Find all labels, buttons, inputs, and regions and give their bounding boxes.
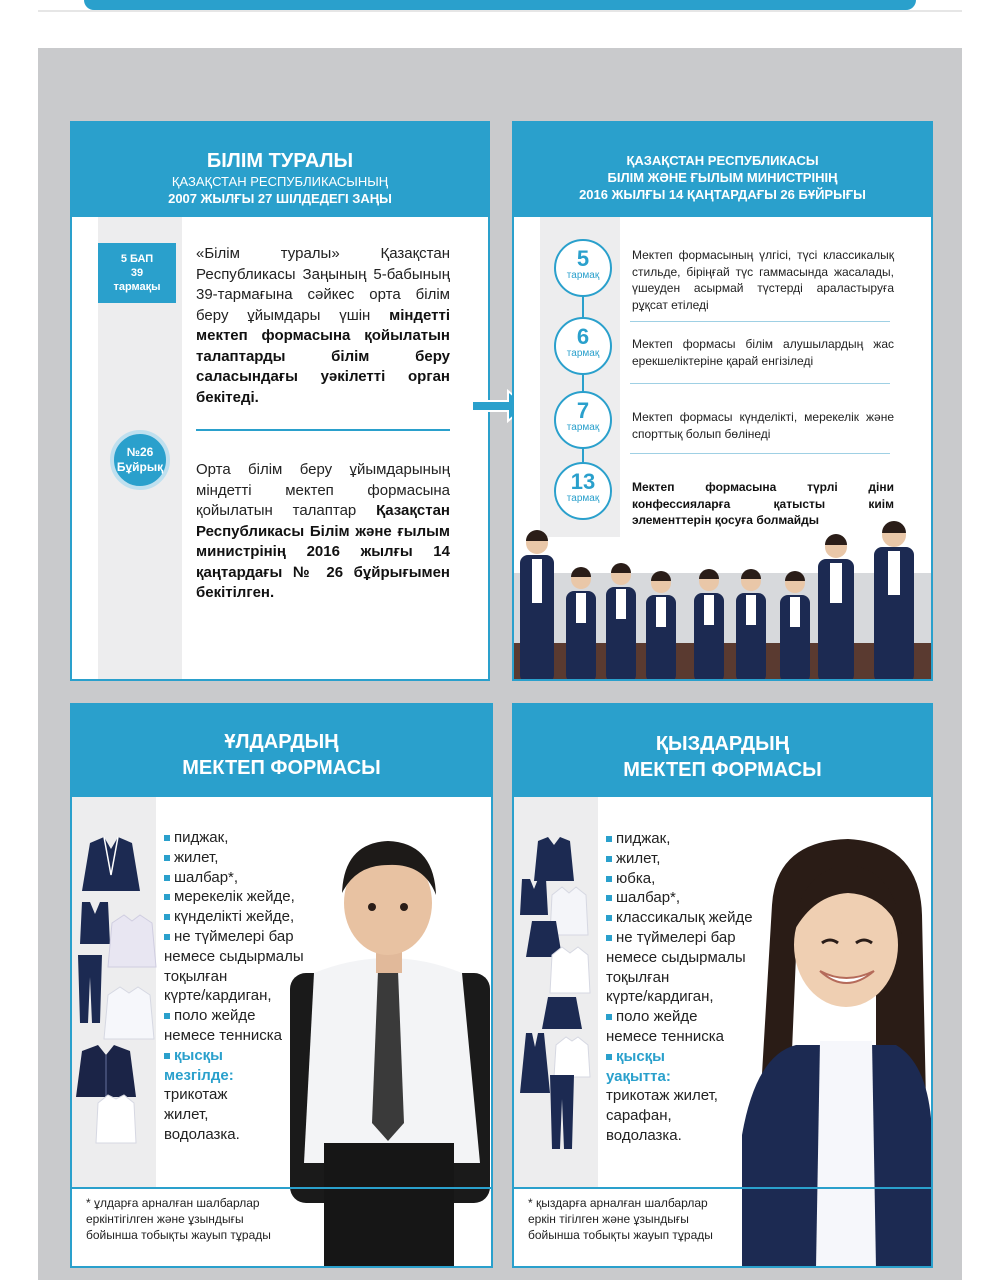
clause-5-text: Мектеп формасының үлгісі, түсі классикалық стильде, біріңғай түс гаммасында жасалады, үшеуден асырмай түстерді араластыруға рұқсат етіледі [632,248,894,312]
boys-item-continued: тоқылған [164,967,228,985]
boys-item-text: поло жейде [174,1007,256,1025]
girls-item [606,869,753,889]
blouse-white-icon [548,945,592,995]
order-badge-line-1: №26 [126,445,154,459]
bullet-icon [606,1014,612,1020]
law-paragraph-1 [196,244,450,408]
girls-season-label-2: уақытта: [606,1067,671,1085]
vest-icon [518,877,550,917]
order-badge [110,430,170,490]
boys-season-label-1: қысқы [174,1046,223,1064]
panel-girls [512,703,933,1268]
boys-season-label [164,1046,304,1066]
boys-season-item: трикотаж [164,1086,228,1104]
panel-order-title-2: БІЛІМ ЖӘНЕ ҒЫЛЫМ МИНИСТРІНІҢ [607,170,838,185]
law-paragraph-2-bold: Қазақстан Республикасы Білім және ғылым министрінің 2016 жылғы 14 қаңтардағы № 26 бұйрығымен бекітілген. [196,502,450,601]
girls-item [606,849,753,869]
boys-season-label-2: мезгілде: [164,1066,234,1084]
girls-item [606,888,753,908]
girls-item-text: пиджак, [616,830,671,847]
boys-footnote-divider [72,1187,493,1189]
trousers-icon [548,1073,576,1151]
panel-law-header [72,123,488,217]
girls-item [606,829,753,849]
girls-footnote-line: еркін тігілген және ұзындығы [528,1212,689,1226]
article-tag [98,243,176,303]
article-tag-line-3: тармақы [113,281,161,293]
girls-footnote [528,1195,713,1243]
clause-13-badge [554,462,612,520]
bullet-icon [606,935,612,941]
girls-item-text: юбка, [616,869,656,887]
clause-7-text: Мектеп формасы күнделікті, мерекелік және спорттық болып бөлінеді [632,410,894,441]
article-tag-line-2: 39 [130,267,144,279]
boys-item-text: шалбар*, [174,868,239,886]
clause-5-number: 5 [576,246,590,271]
students-photo [514,513,933,681]
bullet-icon [164,855,170,861]
boys-item-text: күнделікті жейде, [174,908,295,926]
girls-season-label-1: қысқы [616,1047,665,1065]
boys-season-item: жилет, [164,1106,209,1124]
girls-footnote-divider [514,1187,933,1189]
law-paragraph-2 [196,460,450,604]
boys-item [164,848,304,868]
bullet-icon [164,835,170,841]
clause-13-text: Мектеп формасына түрлі діни конфессияларға қатысты киім элементтерін қосуға болмайды [632,480,894,527]
boys-season-item: водолазка. [164,1125,240,1143]
bullet-icon [606,836,612,842]
boys-item-text: жилет, [174,848,219,866]
girls-season-label [606,1047,753,1067]
girls-item-text: жилет, [616,849,661,867]
law-paragraph-1-text: «Білім туралы» Қазақстан Республикасы Заңының 5-бабының 39-тармағына сәйкес орта білім беру ұйымдары үшін [196,245,450,324]
bullet-icon [606,915,612,921]
clause-separator-3 [630,453,890,454]
boys-footnote-line: бойынша тобықты жауып тұрады [86,1228,271,1242]
girls-item [606,1007,753,1027]
jacket-icon [532,835,576,883]
bullet-icon [164,934,170,940]
top-banner-edge [84,0,916,10]
girls-item-text: не түймелері бар [616,928,736,946]
clause-separator-1 [630,321,890,322]
girls-items-list [606,829,753,1146]
girls-footnote-line: * қыздарға арналған шалбарлар [528,1196,708,1210]
boys-footnote-line: еркінтігілген және ұзындығы [86,1212,244,1226]
panel-girls-title-2: МЕКТЕП ФОРМАСЫ [623,759,822,781]
clause-6-unit: тармақ [566,348,600,359]
boys-item-continued: күрте/кардиган, [164,987,272,1005]
girls-item-text: шалбар*, [616,889,681,907]
boys-item [164,868,304,888]
clause-6-number: 6 [576,324,590,349]
jacket-icon [80,835,142,895]
girls-season-item: трикотаж жилет, [606,1087,718,1105]
panel-law-title: БІЛІМ ТУРАЛЫ [206,150,354,172]
order-badge-line-2: Бұйрық [116,460,164,474]
bullet-icon [606,876,612,882]
boys-item [164,887,304,907]
trousers-icon [76,953,104,1025]
law-paragraph-2-text: Орта білім беру ұйымдарының міндетті мектеп формасына қойылатын талаптар [196,461,450,519]
bullet-icon [164,875,170,881]
panel-law [70,121,490,681]
boys-item-continued: немесе тенниска [164,1026,283,1044]
panel-boys-title-2: МЕКТЕП ФОРМАСЫ [182,757,381,779]
bullet-icon [164,1013,170,1019]
sarafan-icon [518,1031,552,1095]
girls-item-continued: тоқылған [606,968,670,986]
girls-season-item: водолазка. [606,1126,682,1144]
boys-item [164,907,304,927]
girls-item-text: поло жейде [616,1008,698,1026]
clause-7-unit: тармақ [566,422,600,433]
law-paragraph-1-bold: міндетті мектеп формасына қойылатын талаптарды білім беру саласындағы уәкілетті орган бекітеді. [196,306,450,406]
clause-13-unit: тармақ [566,493,600,504]
boys-items-list [164,828,304,1145]
panel-boys-title-1: ҰЛДАРДЫҢ [224,731,339,753]
pleated-skirt-icon [540,995,584,1031]
bullet-icon [606,856,612,862]
shirt-icon [106,913,158,969]
panel-law-divider [196,429,450,431]
panel-law-subtitle-2: 2007 ЖЫЛҒЫ 27 ШІЛДЕДЕГІ ЗАҢЫ [168,191,392,206]
boys-footnote-line: * ұлдарға арналған шалбарлар [86,1196,260,1210]
bullet-icon [606,1054,612,1060]
bullet-icon [164,1053,170,1059]
panel-order-title-1: ҚАЗАҚСТАН РЕСПУБЛИКАСЫ [626,153,819,168]
girls-item-continued: немесе тенниска [606,1027,725,1045]
girl-photo [736,835,933,1268]
girls-item-continued: немесе сыдырмалы [606,948,746,966]
clause-6-badge [554,317,612,375]
girls-item-continued: күрте/кардиган, [606,988,714,1006]
bullet-icon [164,894,170,900]
boys-item [164,927,304,947]
bullet-icon [164,914,170,920]
boys-item-text: мерекелік жейде, [174,888,295,906]
girls-footnote-line: бойынша тобықты жауып тұрады [528,1228,713,1242]
bullet-icon [606,895,612,901]
boys-item-continued: немесе сыдырмалы [164,947,304,965]
panel-girls-header [514,705,931,797]
clause-5-unit: тармақ [566,270,600,281]
boys-item [164,1006,304,1026]
boys-item-text: пиджак, [174,829,229,846]
boys-item-text: не түймелері бар [174,927,294,945]
boy-photo [284,823,492,1268]
panel-law-subtitle-1: ҚАЗАҚСТАН РЕСПУБЛИКАСЫНЫҢ [171,174,389,189]
boys-item [164,828,304,848]
boys-footnote [86,1195,271,1243]
clause-5-badge [554,239,612,297]
clause-7-number: 7 [576,398,590,423]
infographic-sheet [38,48,962,1280]
girls-season-item: сарафан, [606,1107,672,1125]
cardigan-icon [74,1043,138,1099]
top-divider [38,10,962,12]
article-tag-line-1: 5 БАП [120,253,154,265]
girls-item [606,928,753,948]
girls-item [606,908,753,928]
panel-order [512,121,933,681]
clause-separator-2 [630,383,890,384]
clause-13-number: 13 [570,469,596,494]
panel-girls-title-1: ҚЫЗДАРДЫҢ [655,733,790,755]
panel-order-title-3: 2016 ЖЫЛҒЫ 14 ҚАҢТАРДАҒЫ 26 БҰЙРЫҒЫ [579,187,866,202]
clause-7-badge [554,391,612,449]
shirt-white-icon [102,985,156,1041]
timeline-line [582,273,584,493]
girls-item-text: классикалық жейде [616,909,753,927]
panel-order-header [514,123,931,217]
clause-6-text: Мектеп формасы білім алушылардың жас ерекшеліктеріне қарай енгізіледі [632,337,894,368]
panel-boys-header [72,705,491,797]
panel-boys [70,703,493,1268]
polo-icon [94,1093,138,1145]
